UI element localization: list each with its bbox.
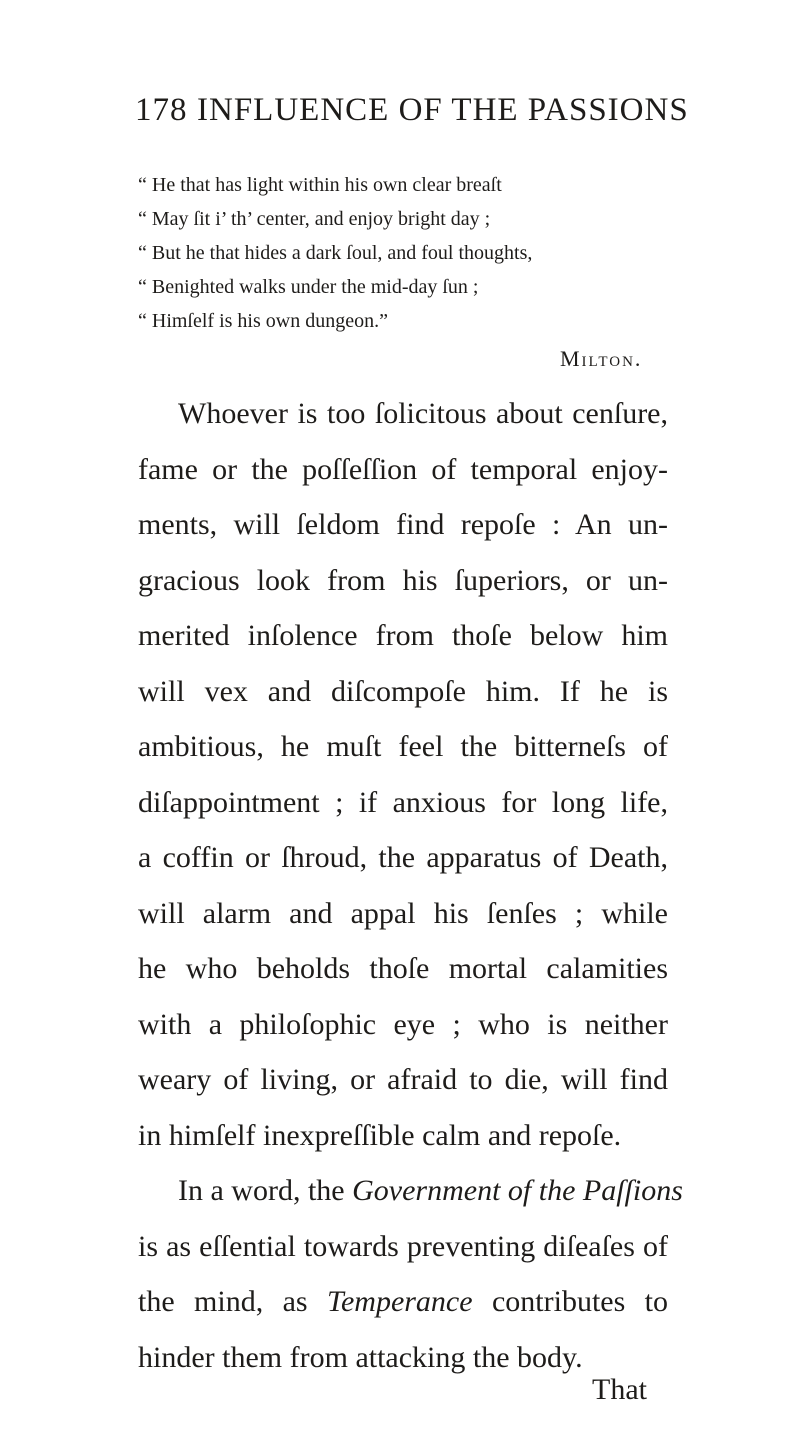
text-line: hinder them from attacking the body. [138,1340,583,1374]
page-number: 178 [135,92,188,128]
text-line [138,1163,683,1219]
verse-line: “ But he that hides a dark ſoul, and foul thoughts, [138,242,533,264]
text-line: ambitious, he muſt feel the bitterneſs of [138,730,668,763]
text-line: will vex and diſcompoſe him. If he is [138,674,668,708]
text-run: contributes to [491,1285,669,1318]
italic-title: Government of the Paſſions [352,1174,683,1207]
running-header [135,92,695,129]
text-line: in himſelf inexpreſſible calm and repoſe. [138,1118,622,1152]
verse-line: “ Benighted walks under the mid-day ſun ; [138,276,479,298]
text-line: fame or the poſſeſſion of temporal enjoy- [138,452,668,486]
verse-line: “ He that has light within his own clear breaſt [138,174,502,196]
body-paragraphs [138,386,683,1385]
text-run: In a word, the [178,1174,345,1207]
italic-word: Temperance [327,1285,473,1318]
text-line: will alarm and appal his ſenſes ; while [138,896,668,930]
text-run: the mind, as [138,1285,308,1318]
text-line: with a philoſophic eye ; who is neither [138,1007,668,1041]
epigraph-verse [138,168,698,338]
epigraph-attribution: Milton. [560,346,643,371]
text-line: merited inſolence from thoſe below him [138,619,668,652]
text-line: weary of living, or afraid to die, will find [138,1063,668,1096]
text-line: diſappointment ; if anxious for long life, [138,785,668,819]
verse-line: “ May ſit i’ th’ center, and enjoy bright day ; [138,208,491,230]
text-line: is as eſſential towards preventing diſeaſes of [138,1229,668,1263]
running-title: INFLUENCE OF THE PASSIONS [197,92,689,128]
text-line: he who beholds thoſe mortal calamities [138,952,668,985]
text-line [138,1274,668,1330]
text-line: gracious look from his ſuperiors, or un- [138,563,668,597]
catchword: That [592,1373,647,1406]
text-line: ments, will ſeldom find repoſe : An un- [138,508,668,541]
text-line: a coffin or ſhroud, the apparatus of Death, [138,841,668,874]
text-line: Whoever is too ſolicitous about cenſure, [178,397,668,430]
verse-line: “ Himſelf is his own dungeon.” [138,310,388,332]
